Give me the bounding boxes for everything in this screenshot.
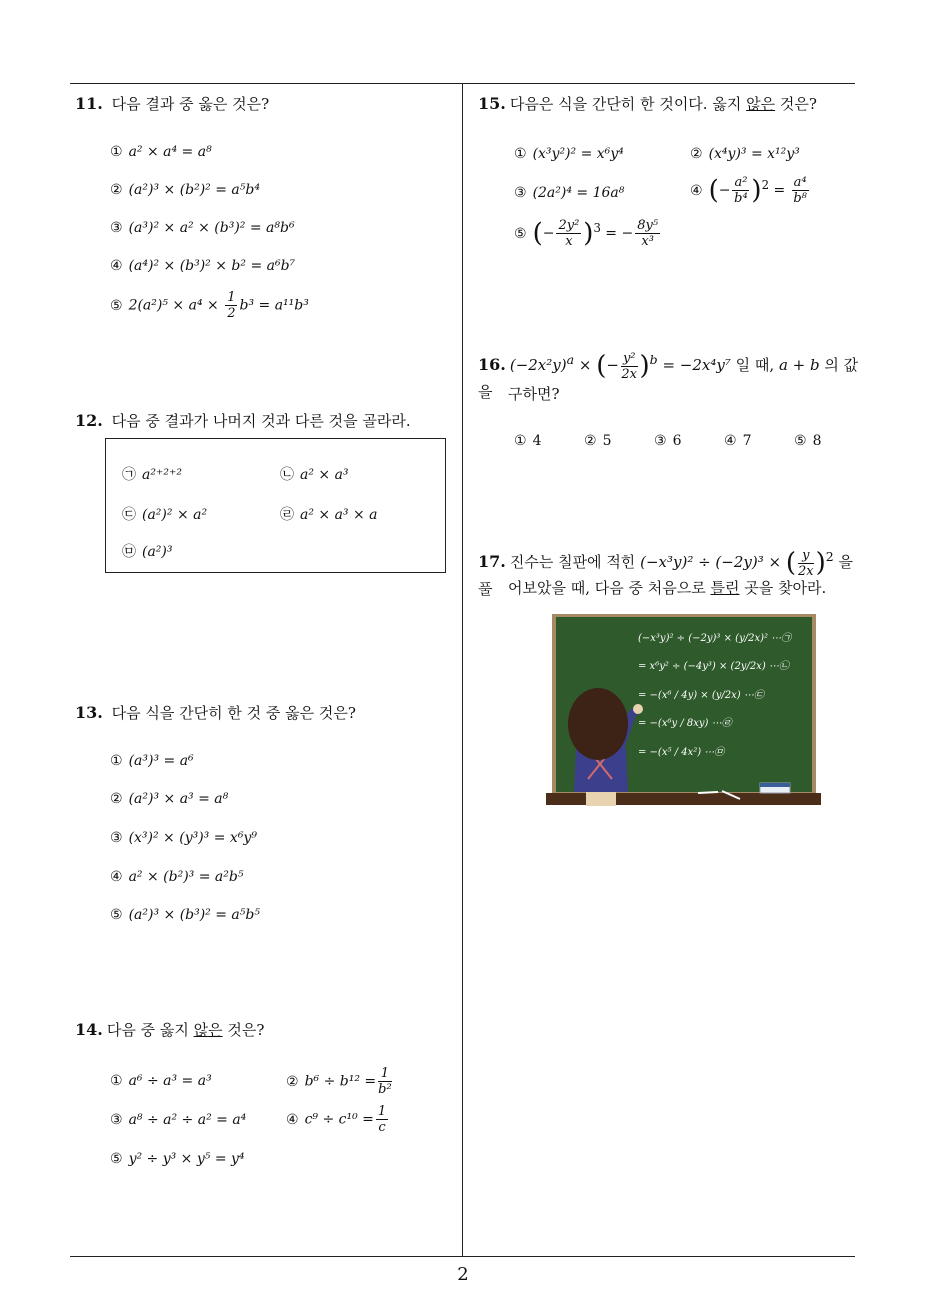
- q16-option-2[interactable]: ② 5: [584, 433, 612, 449]
- fraction: $\frac{\text{2y²}}{x}$: [558, 218, 580, 249]
- q16-option-1[interactable]: ① 4: [514, 433, 542, 449]
- question-number: 14.: [75, 1020, 103, 1039]
- q12-option-2[interactable]: ㉡ a² × a³: [280, 467, 349, 483]
- question-11: [75, 94, 269, 114]
- question-text: 다음 식을 간단히 한 것 중 옳은 것은?: [111, 704, 356, 722]
- board-line-3: = −(x⁶ / 4y) × (y/2x) ⋯㉢: [638, 690, 764, 701]
- question-13: [75, 703, 356, 723]
- underlined-word: 않은: [746, 95, 776, 113]
- q16-option-5[interactable]: ⑤ 8: [794, 433, 822, 449]
- q15-option-3[interactable]: ③ (2a²)⁴ = 16a⁸: [514, 185, 625, 201]
- question-number: 11.: [75, 94, 103, 113]
- q16-option-4[interactable]: ④ 7: [724, 433, 752, 449]
- question-number: 17.: [478, 552, 506, 571]
- fraction: $\frac{\text{a⁴}}{\text{b⁸}}$: [793, 175, 807, 206]
- q15-option-1[interactable]: ① (x³y²)² = x⁶y⁴: [514, 146, 624, 162]
- q16-option-3[interactable]: ③ 6: [654, 433, 682, 449]
- question-number: 16.: [478, 355, 506, 374]
- question-16: 16. $(-2x^2y)^a$ × (− $\frac{\text{y²}}{2x}$ )$^b$ = −2x⁴y⁷ 일 때, a + b 의 값을: [478, 350, 859, 401]
- q12-option-4[interactable]: ㉣ a² × a³ × a: [280, 507, 378, 523]
- q13-option-3[interactable]: ③ (x³)² × (y³)³ = x⁶y⁹: [110, 830, 257, 846]
- question-text: 다음 중 결과가 나머지 것과 다른 것을 골라라.: [111, 412, 411, 430]
- fraction: $\frac{1}{\text{b²}}$: [378, 1066, 392, 1097]
- question-text: 다음 결과 중 옳은 것은?: [111, 95, 270, 113]
- question-number: 15.: [478, 94, 506, 113]
- q14-option-5[interactable]: ⑤ y² ÷ y³ × y⁵ = y⁴: [110, 1151, 245, 1167]
- q11-option-3[interactable]: ③ (a³)² × a² × (b³)² = a⁸b⁶: [110, 220, 295, 236]
- fraction: $\frac{1}{c}$: [377, 1104, 387, 1135]
- board-line-2: = x⁶y² ÷ (−4y³) × (2y/2x) ⋯㉡: [638, 661, 789, 672]
- chalkboard-illustration: [546, 614, 821, 807]
- q11-option-1[interactable]: ① a² × a⁴ = a⁸: [110, 144, 212, 160]
- fraction: $\frac{\text{y²}}{2x}$: [621, 350, 638, 382]
- q13-option-5[interactable]: ⑤ (a²)³ × (b³)² = a⁵b⁵: [110, 907, 260, 923]
- fraction: $\frac{\text{a²}}{\text{b⁴}}$: [734, 175, 748, 206]
- underlined-word: 않은: [193, 1021, 223, 1039]
- question-number: 13.: [75, 703, 103, 722]
- question-14: 14. 다음 중 옳지 않은 것은?: [75, 1020, 265, 1039]
- q12-option-1[interactable]: ㉠ a²⁺²⁺²: [122, 467, 182, 483]
- board-line-4: = −(x⁶y / 8xy) ⋯㉣: [638, 718, 732, 729]
- question-16-line2: 구하면?: [508, 385, 560, 403]
- eraser-top: [760, 783, 790, 787]
- question-12: [75, 411, 411, 431]
- underlined-word: 틀린: [710, 579, 740, 597]
- q11-option-4[interactable]: ④ (a⁴)² × (b³)² × b² = a⁶b⁷: [110, 258, 296, 274]
- q11-option-2[interactable]: ② (a²)³ × (b²)² = a⁵b⁴: [110, 182, 260, 198]
- question-17: 17. 진수는 칠판에 적힌 (−x³y)² ÷ (−2y)³ × ( $\frac{y}{2x}$ )$^2$ 을 풀: [478, 547, 854, 598]
- q15-option-2[interactable]: ② (x⁴y)³ = x¹²y³: [690, 146, 800, 162]
- q13-option-1[interactable]: ① (a³)³ = a⁶: [110, 753, 194, 769]
- chalkboard-image: [546, 614, 821, 807]
- board-line-1: (−x³y)² ÷ (−2y)³ × (y/2x)² ⋯㉠: [638, 633, 792, 644]
- column-divider: [462, 83, 463, 1257]
- q13-option-4[interactable]: ④ a² × (b²)³ = a²b⁵: [110, 869, 244, 885]
- q12-option-3[interactable]: ㉢ (a²)² × a²: [122, 507, 208, 523]
- q11-option-5[interactable]: ⑤ 2(a²)⁵ × a⁴ × $\frac{1}{2}$ b³ = a¹¹b³: [110, 290, 309, 321]
- chalk: [698, 792, 718, 793]
- q12-option-5[interactable]: ㉤ (a²)³: [122, 544, 173, 560]
- question-number: 12.: [75, 411, 103, 430]
- q14-option-4[interactable]: ④ c⁹ ÷ c¹⁰ = $\frac{1}{c}$: [286, 1104, 387, 1135]
- q15-option-4[interactable]: ④ (− $\frac{\text{a²}}{\text{b⁴}}$ )$^2$ = $\frac{\text{a⁴}}{\text{b⁸}}$: [690, 175, 807, 206]
- q14-option-3[interactable]: ③ a⁸ ÷ a² ÷ a² = a⁴: [110, 1112, 247, 1128]
- q15-option-5[interactable]: ⑤ (− $\frac{\text{2y²}}{x}$ )$^3$ = − $\frac{\text{8y⁵}}{\text{x³}}$: [514, 218, 659, 249]
- fraction: $\frac{1}{2}$: [227, 290, 236, 321]
- q13-option-2[interactable]: ② (a²)³ × a³ = a⁸: [110, 791, 229, 807]
- page-number: 2: [457, 1264, 469, 1285]
- question-15: 15. 다음은 식을 간단히 한 것이다. 옳지 않은 것은?: [478, 94, 817, 113]
- board-line-5: = −(x⁵ / 4x²) ⋯㉤: [638, 747, 725, 758]
- question-17-line2: 어보았을 때, 다음 중 처음으로 틀린 곳을 찾아라.: [508, 579, 827, 597]
- fraction: $\frac{y}{2x}$: [798, 547, 814, 579]
- q14-option-2[interactable]: ② b⁶ ÷ b¹² = $\frac{1}{\text{b²}}$: [286, 1066, 392, 1097]
- fraction: $\frac{\text{8y⁵}}{\text{x³}}$: [637, 218, 659, 249]
- q14-option-1[interactable]: ① a⁶ ÷ a³ = a³: [110, 1073, 212, 1089]
